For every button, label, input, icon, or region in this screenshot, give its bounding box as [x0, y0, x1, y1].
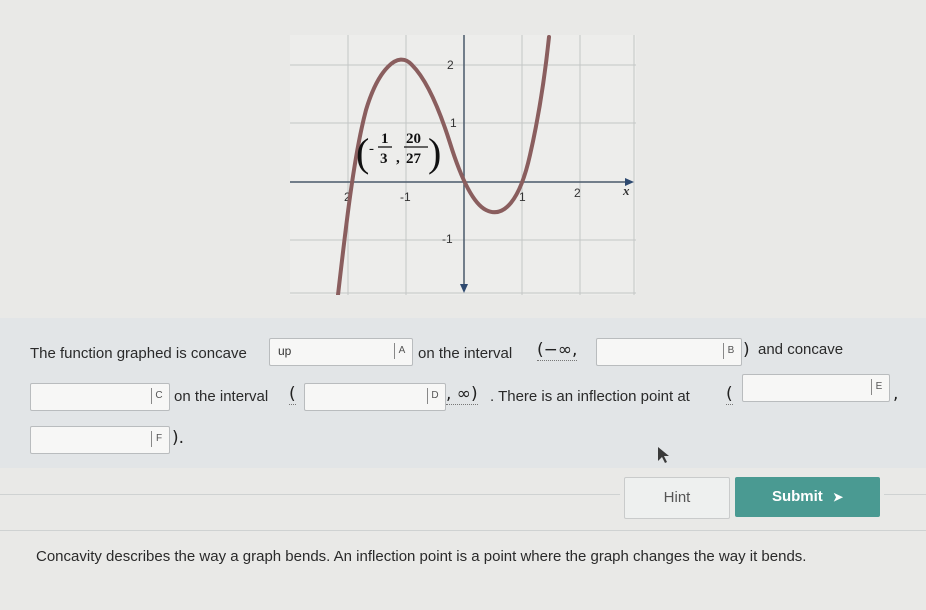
blank-d-input[interactable]	[304, 383, 446, 411]
label-y-denominator: 27	[406, 151, 421, 167]
local-max-point-label	[356, 130, 441, 175]
blank-c-tag: C	[151, 388, 166, 404]
graph-svg	[290, 35, 636, 295]
blank-b-input[interactable]	[596, 338, 742, 366]
blank-a-value: up	[278, 344, 292, 358]
blank-f-input[interactable]	[30, 426, 170, 454]
label-x-numerator: 1	[381, 131, 389, 147]
label-comma: ,	[396, 150, 400, 166]
divider-bottom	[0, 530, 926, 531]
question-text-line1-mid: on the interval	[418, 345, 513, 362]
interval2-close: , ∞)	[446, 384, 478, 404]
mouse-cursor-icon	[657, 446, 671, 464]
interval1-close: )	[743, 340, 750, 360]
point-close: ).	[172, 428, 185, 448]
function-curve	[338, 37, 549, 295]
y-tick-label: 1	[450, 116, 457, 130]
x-tick-label: -1	[400, 190, 411, 204]
question-text-line1-suffix: and concave	[758, 341, 844, 358]
y-tick-label: -1	[442, 232, 453, 246]
function-graph	[290, 35, 636, 295]
feedback-text: Concavity describes the way a graph bends. An inflection point is a point where the graph changes the way it bends.	[36, 548, 807, 565]
blank-e-tag: E	[871, 379, 886, 395]
divider-right	[884, 494, 926, 495]
x-tick-label: 1	[519, 190, 526, 204]
point-separator: ,	[893, 384, 899, 404]
label-x-denominator: 3	[380, 151, 388, 167]
point-open: (	[726, 384, 733, 404]
blank-f-tag: F	[151, 431, 166, 447]
label-open-paren: (	[356, 130, 370, 175]
submit-label: Submit	[771, 488, 823, 505]
x-tick-label: 2	[344, 190, 351, 204]
divider-left	[0, 494, 620, 495]
blank-a-tag: A	[394, 343, 409, 359]
blank-c-input[interactable]	[30, 383, 170, 411]
interval2-open: (	[289, 384, 296, 404]
blank-a-input[interactable]	[269, 338, 413, 366]
y-tick-label: 2	[447, 58, 454, 72]
label-sign: -	[369, 141, 374, 157]
blank-e-input[interactable]	[742, 374, 890, 402]
submit-button[interactable]	[735, 477, 880, 517]
axes	[290, 35, 630, 290]
x-axis-label: x	[623, 183, 630, 198]
question-text-line1-prefix: The function graphed is concave	[30, 345, 247, 362]
x-tick-label: 2	[574, 186, 581, 200]
label-close-paren: )	[428, 130, 442, 175]
question-text-line2-suffix: . There is an inflection point at	[490, 388, 690, 405]
y-axis-arrow-icon	[460, 284, 468, 293]
interval1-open: (−∞,	[537, 340, 578, 360]
blank-b-tag: B	[723, 343, 738, 359]
label-y-numerator: 20	[406, 131, 421, 147]
submit-arrow-icon: ➤	[832, 490, 844, 504]
blank-d-tag: D	[427, 388, 442, 404]
question-text-line2-mid: on the interval	[174, 388, 269, 405]
hint-button[interactable]: Hint	[624, 477, 730, 519]
